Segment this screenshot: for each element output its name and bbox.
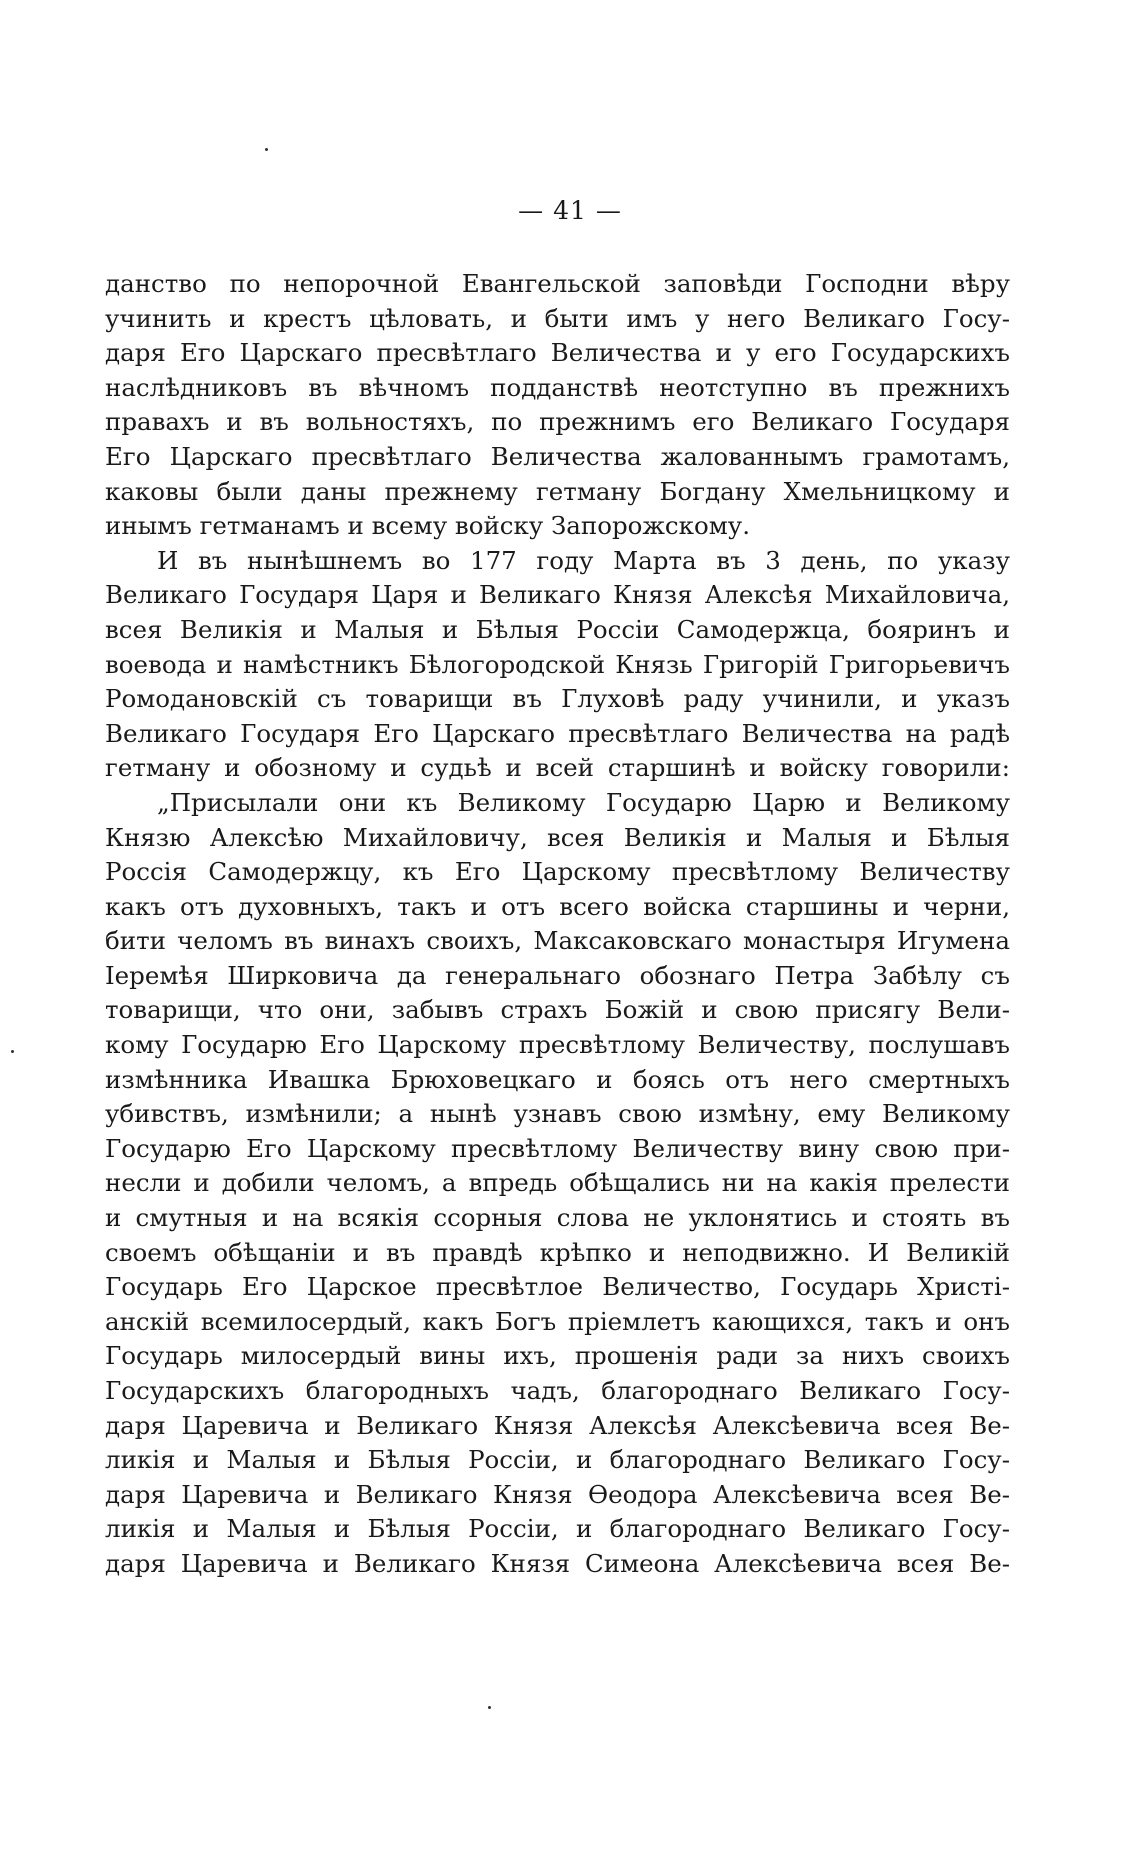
text-line: убивствъ, измѣнили; а нынѣ узнавъ свою измѣну, ему Великому (105, 1099, 1010, 1129)
text-line: инымъ гетманамъ и всему войску Запорожскому. (105, 511, 750, 541)
text-line: даря Его Царскаго пресвѣтлаго Величества и у его Государскихъ (105, 338, 1010, 368)
text-line: несли и добили челомъ, а впредь обѣщались ни на какія прелести (105, 1168, 1010, 1198)
text-line: Его Царскаго пресвѣтлаго Величества жалованнымъ грамотамъ, (105, 441, 1010, 471)
text-line: И въ нынѣшнемъ во 177 году Марта въ 3 день, по указу (157, 545, 1010, 575)
text-line: Россія Самодержцу, къ Его Царскому пресвѣтлому Величеству (105, 857, 1010, 887)
text-line: даря Царевича и Великаго Князя Ѳеодора Алексѣевича всея Ве- (105, 1479, 1010, 1509)
scan-speck (265, 148, 268, 151)
text-line: всея Великія и Малыя и Бѣлыя Россіи Самодержца, бояринъ и (105, 614, 1010, 644)
text-line: товарищи, что они, забывъ страхъ Божій и свою присягу Вели- (105, 995, 1010, 1025)
text-body (105, 267, 1010, 1582)
text-line: наслѣдниковъ въ вѣчномъ подданствѣ неотступно въ прежнихъ (105, 372, 1010, 402)
text-line: даря Царевича и Великаго Князя Симеона Алексѣевича всея Ве- (105, 1548, 1010, 1578)
page-number: — 41 — (518, 196, 622, 225)
text-line: измѣнника Ивашка Брюховецкаго и боясь отъ него смертныхъ (105, 1064, 1010, 1094)
text-line: воевода и намѣстникъ Бѣлогородской Князь Григорій Григорьевичъ (105, 649, 1010, 679)
text-line: какъ отъ духовныхъ, такъ и отъ всего войска старшины и черни, (105, 891, 1010, 921)
text-line: Великаго Государя Его Царскаго пресвѣтлаго Величества на радѣ (105, 718, 1010, 748)
text-line: кому Государю Его Царскому пресвѣтлому Величеству, послушавъ (105, 1030, 1010, 1060)
text-line: Государскихъ благородныхъ чадъ, благороднаго Великаго Госу- (105, 1376, 1010, 1405)
text-line: и смутныя и на всякія ссорныя слова не уклонятись и стоять въ (105, 1203, 1010, 1233)
text-line: данство по непорочной Евангельской заповѣди Господни вѣру (105, 269, 1010, 298)
text-line: Князю Алексѣю Михайловичу, всея Великія и Малыя и Бѣлыя (105, 822, 1010, 852)
text-line: анскій всемилосердый, какъ Богъ пріемлетъ кающихся, такъ и онъ (105, 1306, 1010, 1336)
text-line: Государь Его Царское пресвѣтлое Величество, Государь Христі- (105, 1272, 1010, 1302)
text-line: даря Царевича и Великаго Князя Алексѣя Алексѣевича всея Ве- (105, 1410, 1010, 1440)
text-line: бити челомъ въ винахъ своихъ, Максаковскаго монастыря Игумена (105, 926, 1010, 956)
text-line: гетману и обозному и судьѣ и всей старшинѣ и войску говорили: (105, 753, 1010, 783)
scan-speck (11, 1050, 14, 1053)
text-line: Ромодановскій съ товарищи въ Глуховѣ раду учинили, и указъ (105, 684, 1010, 714)
text-line: Государю Его Царскому пресвѣтлому Величеству вину свою при- (105, 1133, 1010, 1163)
text-line: Іеремѣя Ширковича да генеральнаго обознаго Петра Забѣлу съ (105, 960, 1010, 990)
text-line: правахъ и въ вольностяхъ, по прежнимъ его Великаго Государя (105, 407, 1010, 437)
scan-speck (488, 1706, 491, 1709)
text-line: учинить и крестъ цѣловать, и быти имъ у него Великаго Госу- (105, 303, 1010, 333)
text-line: ликія и Малыя и Бѣлыя Россіи, и благороднаго Великаго Госу- (105, 1514, 1010, 1544)
text-line: каковы были даны прежнему гетману Богдану Хмельницкому и (105, 476, 1010, 506)
text-line: „Присылали они къ Великому Государю Царю и Великому (157, 787, 1010, 817)
text-line: ликія и Малыя и Бѣлыя Россіи, и благороднаго Великаго Госу- (105, 1445, 1010, 1475)
text-line: Великаго Государя Царя и Великаго Князя Алексѣя Михайловича, (105, 580, 1010, 610)
text-line: Государь милосердый вины ихъ, прошенія ради за нихъ своихъ (105, 1341, 1010, 1371)
text-line: своемъ обѣщаніи и въ правдѣ крѣпко и неподвижно. И Великій (105, 1237, 1010, 1267)
